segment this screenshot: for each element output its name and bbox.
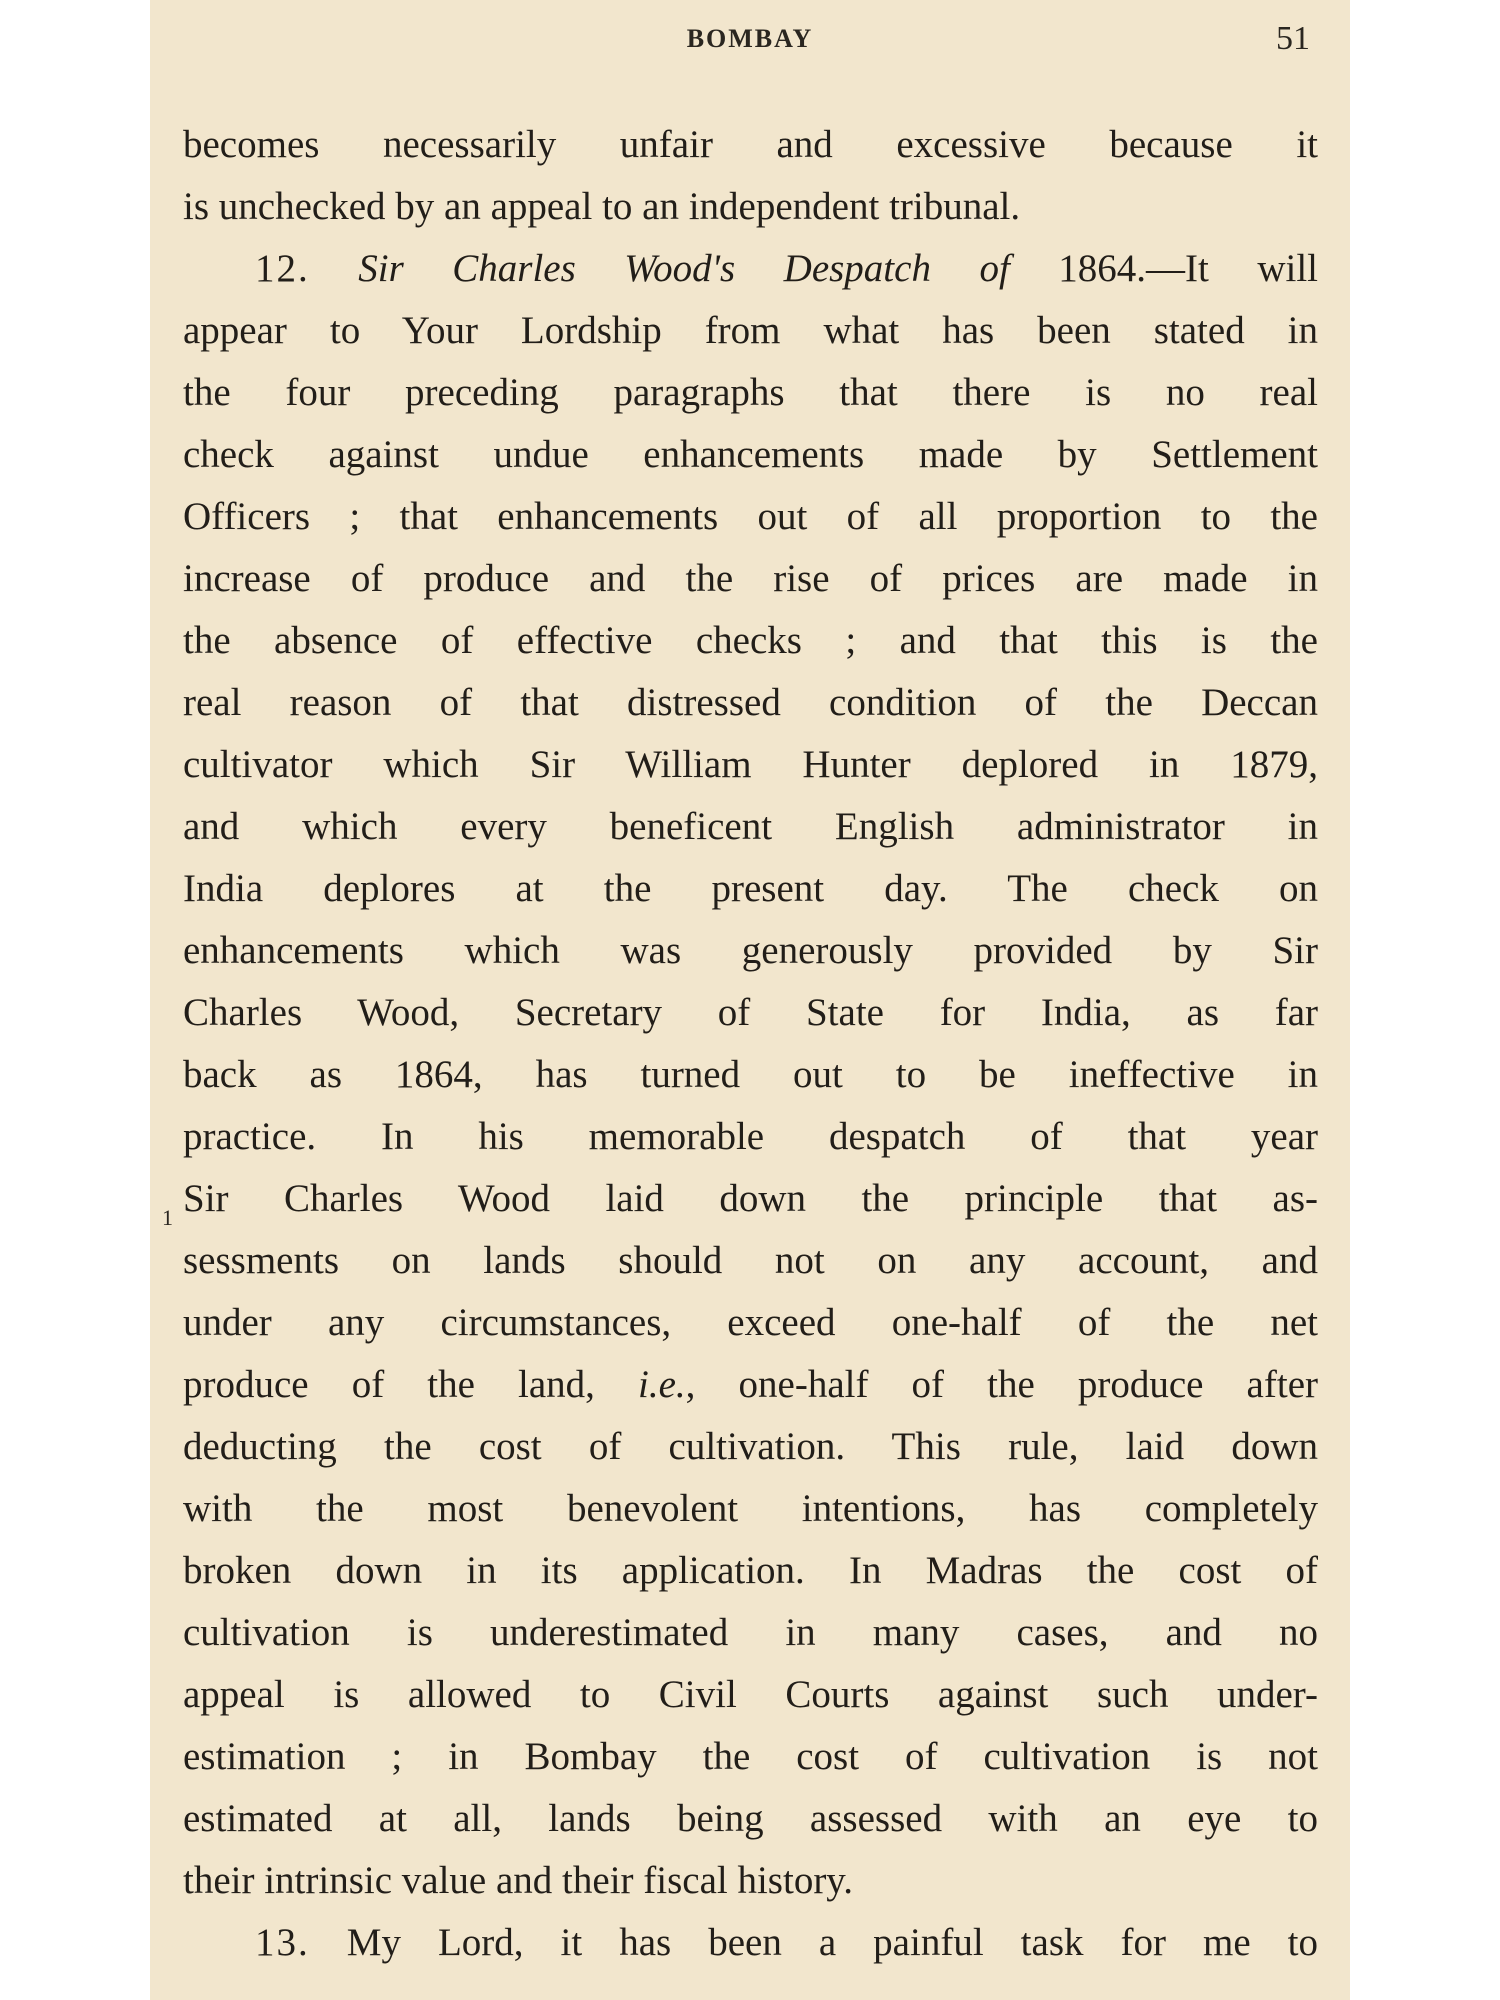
line-rest: , one-half of the produce after <box>685 1363 1318 1406</box>
text-line: appeal is allowed to Civil Courts against such under- <box>183 1673 1318 1716</box>
text-line-with-abbreviation <box>183 1354 1318 1416</box>
text-line: the absence of effective checks ; and that this is the <box>183 619 1318 662</box>
text-line: under any circumstances, exceed one-half of the net <box>183 1301 1318 1344</box>
text-line: becomes necessarily unfair and excessive because it <box>183 123 1318 166</box>
paragraph-12-first-line <box>183 238 1318 300</box>
text-line: broken down in its application. In Madras the cost of <box>183 1549 1318 1592</box>
text-line: increase of produce and the rise of prices are made in <box>183 557 1318 600</box>
paragraph-number: 13. <box>255 1921 310 1964</box>
paragraph-heading: Sir Charles Wood's Despatch of <box>358 247 1010 290</box>
text-line: the four preceding paragraphs that there is no real <box>183 371 1318 414</box>
text-line: check against undue enhancements made by Settlement <box>183 433 1318 476</box>
margin-mark: 1 <box>162 1205 173 1230</box>
text-line: enhancements which was generously provided by Sir <box>183 929 1318 972</box>
text-line: their intrinsic value and their fiscal history. <box>183 1859 854 1902</box>
text-line: back as 1864, has turned out to be ineffective in <box>183 1053 1318 1096</box>
text-line: Sir Charles Wood laid down the principle that as- <box>183 1177 1318 1220</box>
text-line: appear to Your Lordship from what has been stated in <box>183 309 1318 352</box>
running-head <box>150 20 1350 64</box>
text-line: cultivation is underestimated in many cases, and no <box>183 1611 1318 1654</box>
text-line: estimated at all, lands being assessed with an eye to <box>183 1797 1318 1840</box>
page-number: 51 <box>1276 20 1310 57</box>
text-line: real reason of that distressed condition of the Deccan <box>183 681 1318 724</box>
text-line: is unchecked by an appeal to an independent tribunal. <box>183 185 1021 228</box>
paragraph-lead-text: .—It will <box>1136 247 1319 290</box>
text-line: Officers ; that enhancements out of all proportion to the <box>183 495 1318 538</box>
text-line: with the most benevolent intentions, has completely <box>183 1487 1318 1530</box>
body-text <box>183 114 1318 1974</box>
text-line: deducting the cost of cultivation. This rule, laid down <box>183 1425 1318 1468</box>
text-line: estimation ; in Bombay the cost of cultivation is not <box>183 1735 1318 1778</box>
paragraph-number: 12. <box>255 247 310 290</box>
text-line: sessments on lands should not on any account, and <box>183 1239 1318 1282</box>
book-page <box>150 0 1350 2000</box>
line-start: produce of the land, <box>183 1363 639 1406</box>
paragraph-13-first-line <box>183 1912 1318 1974</box>
text-line: and which every beneficent English administrator in <box>183 805 1318 848</box>
italic-abbreviation: i.e. <box>638 1363 686 1406</box>
paragraph-lead-text: My Lord, it has been a painful task for me to <box>346 1921 1318 1964</box>
text-line: practice. In his memorable despatch of that year <box>183 1115 1318 1158</box>
text-line: India deplores at the present day. The check on <box>183 867 1318 910</box>
text-line: Charles Wood, Secretary of State for India, as far <box>183 991 1318 1034</box>
running-title: BOMBAY <box>686 24 814 53</box>
text-line: cultivator which Sir William Hunter deplored in 1879, <box>183 743 1318 786</box>
heading-year: 1864 <box>1058 247 1137 290</box>
